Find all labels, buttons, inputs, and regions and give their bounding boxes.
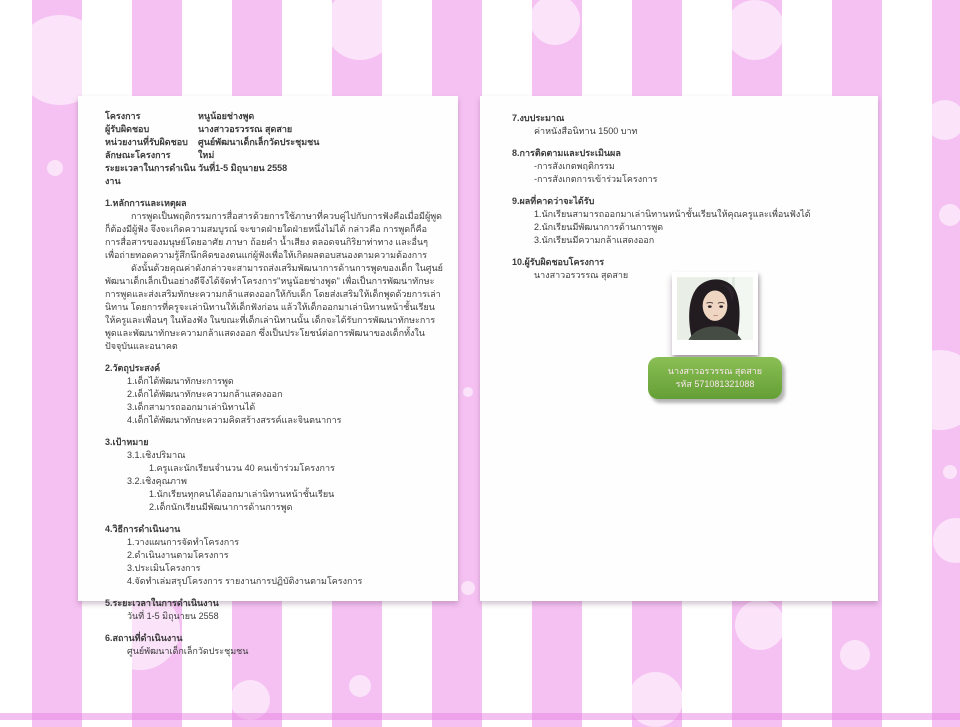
polka-dot <box>943 465 957 479</box>
section-heading: 4.วิธีการดำเนินงาน <box>105 524 181 534</box>
polka-dot <box>725 0 785 60</box>
sub-heading: 3.2.เชิงคุณภาพ <box>127 476 187 486</box>
list-item: 3.เด็กสามารถออกมาเล่านิทานได้ <box>127 402 256 412</box>
section-budget <box>512 112 864 138</box>
polka-dot <box>47 160 63 176</box>
student-photo <box>672 272 758 355</box>
list-item: ค่าหนังสือนิทาน 1500 บาท <box>534 126 638 136</box>
section-location <box>105 632 444 658</box>
polka-dot <box>735 600 785 650</box>
polka-dot <box>325 0 395 60</box>
polka-dot <box>840 640 870 670</box>
header-value: หนูน้อยช่างพูด <box>198 111 255 121</box>
section-objectives <box>105 362 444 427</box>
header-value: ศูนย์พัฒนาเด็กเล็กวัดประชุมชน <box>198 137 320 147</box>
list-item: 4.จัดทำเล่มสรุปโครงการ รายงานการปฏิบัติงานตามโครงการ <box>127 576 363 586</box>
list-item: 1.นักเรียนทุกคนได้ออกมาเล่านิทานหน้าชั้นเรียน <box>149 489 335 499</box>
section-expected-results <box>512 195 864 247</box>
header-row <box>105 136 444 149</box>
document-page-left <box>78 96 458 656</box>
polka-dot <box>933 518 960 563</box>
section-heading: 3.เป้าหมาย <box>105 437 149 447</box>
section-heading: 5.ระยะเวลาในการดำเนินงาน <box>105 598 219 608</box>
section-heading: 8.การติดตามและประเมินผล <box>512 148 621 158</box>
section-heading: 10.ผู้รับผิดชอบโครงการ <box>512 257 605 267</box>
polka-dot <box>349 675 371 697</box>
header-label: ระยะเวลาในการดำเนินงาน <box>105 163 196 186</box>
list-item: 1.วางแผนการจัดทำโครงการ <box>127 537 240 547</box>
header-label: ผู้รับผิดชอบ <box>105 124 150 134</box>
paragraph: การพูดเป็นพฤติกรรมการสื่อสารด้วยการใช้ภาษาที่ควบคู่ไปกับการฟังคือเมื่อมีผู้พูดก็ต้องมีผู้ฟัง จึงจะเกิดความสมบูรณ์ จะขาดฝ่ายใดฝ่ายหนึ่งไม่ได้ กล่าวคือ การพูดก็คือ การสื่อสารของมนุษย์โดยอาศัย ภาษา ถ้อยคำ น้ำเสียง ตลอดจนกิริยาท่าทาง และอื่นๆ เพื่อถ่ายทอดความรู้สึกนึกคิดของตนแก่ผู้ฟังเพื่อให้เกิดผลตอบสนองตามความต้องการ <box>105 211 443 260</box>
bottom-border <box>0 713 960 720</box>
polka-dot <box>900 350 960 430</box>
section-heading: 6.สถานที่ดำเนินงาน <box>105 633 183 643</box>
section-rationale <box>105 197 444 353</box>
list-item: 2.เด็กนักเรียนมีพัฒนาการด้านการพูด <box>149 502 293 512</box>
section-heading: 1.หลักการและเหตุผล <box>105 198 187 208</box>
name-badge <box>648 357 782 399</box>
list-item: 3.ประเมินโครงการ <box>127 563 201 573</box>
list-item: 2.ดำเนินงานตามโครงการ <box>127 550 229 560</box>
header-value: นางสาวอรวรรณ สุดสาย <box>198 124 293 134</box>
header-row <box>105 149 444 162</box>
header-row <box>105 123 444 136</box>
header-value: ใหม่ <box>198 150 215 160</box>
header-label: หน่วยงานที่รับผิดชอบ <box>105 137 188 147</box>
polka-dot <box>939 204 960 226</box>
list-item: 2.เด็กได้พัฒนาทักษะความกล้าแสดงออก <box>127 389 283 399</box>
polka-dot <box>15 15 105 105</box>
list-item: 4.เด็กได้พัฒนาทักษะความคิดสร้างสรรค์และจินตนาการ <box>127 415 342 425</box>
badge-name: นางสาวอรวรรณ สุดสาย <box>667 366 763 376</box>
portrait-illustration <box>677 277 753 340</box>
list-item: วันที่ 1-5 มิถุนายน 2558 <box>127 611 219 621</box>
polka-dot <box>463 387 473 397</box>
list-item: 1.นักเรียนสามารถออกมาเล่านิทานหน้าชั้นเรียนให้คุณครูและเพื่อนฟังได้ <box>534 209 811 219</box>
polka-dot <box>461 581 475 595</box>
header-value: วันที่1-5 มิถุนายน 2558 <box>198 163 288 173</box>
list-item: 1.ครูและนักเรียนจำนวน 40 คนเข้าร่วมโครงการ <box>149 463 335 473</box>
paragraph: ดังนั้นด้วยคุณค่าดังกล่าวจะสามารถส่งเสริมพัฒนาการด้านการพูดของเด็ก ในศูนย์พัฒนาเด็กเล็กเป็นอย่างดีจึงได้จัดทำโครงการ"หนูน้อยช่างพูด" เพื่อเป็นการพัฒนาทักษะการพูดและส่งเสริมทักษะความกล้าแสดงออกให้กับเด็ก โดยส่งเสริมให้เด็กพูดด้วยการเล่านิทาน โดยการที่ครูจะเล่านิทานให้เด็กฟังก่อน แล้วให้เด็กออกมาเล่านิทานหน้าชั้นเรียนให้ครูและเพื่อนๆ ในห้องฟัง ในขณะที่เด็กเล่านิทานนั้น เด็กจะได้รับการพัฒนาทักษะการพูดและพัฒนาทักษะความกล้าแสดงออก ซึ่งเป็นประโยชน์ต่อการพัฒนาของเด็กทั้งในปัจจุบันและอนาคต <box>105 263 443 351</box>
section-duration <box>105 597 444 623</box>
list-item: -การสังเกตการเข้าร่วมโครงการ <box>534 174 658 184</box>
header-row <box>105 162 444 188</box>
section-evaluation <box>512 147 864 186</box>
polka-dot <box>530 0 580 45</box>
section-method <box>105 523 444 588</box>
section-heading: 9.ผลที่คาดว่าจะได้รับ <box>512 196 595 206</box>
section-targets <box>105 436 444 514</box>
polka-dot <box>925 100 960 140</box>
header-label: ลักษณะโครงการ <box>105 150 171 160</box>
list-item: 2.นักเรียนมีพัฒนาการด้านการพูด <box>534 222 664 232</box>
header-label: โครงการ <box>105 111 141 121</box>
badge-student-id: รหัส 571081321088 <box>675 379 755 389</box>
list-item: -การสังเกตพฤติกรรม <box>534 161 615 171</box>
document-page-right <box>480 96 878 601</box>
list-item: 1.เด็กได้พัฒนาทักษะการพูด <box>127 376 234 386</box>
sub-heading: 3.1.เชิงปริมาณ <box>127 450 186 460</box>
list-item: 3.นักเรียนมีความกล้าแสดงออก <box>534 235 655 245</box>
header-row <box>105 110 444 123</box>
list-item: นางสาวอรวรรณ สุดสาย <box>534 270 629 280</box>
section-heading: 2.วัตถุประสงค์ <box>105 363 161 373</box>
section-heading: 7.งบประมาณ <box>512 113 565 123</box>
list-item: ศูนย์พัฒนาเด็กเล็กวัดประชุมชน <box>127 646 249 656</box>
